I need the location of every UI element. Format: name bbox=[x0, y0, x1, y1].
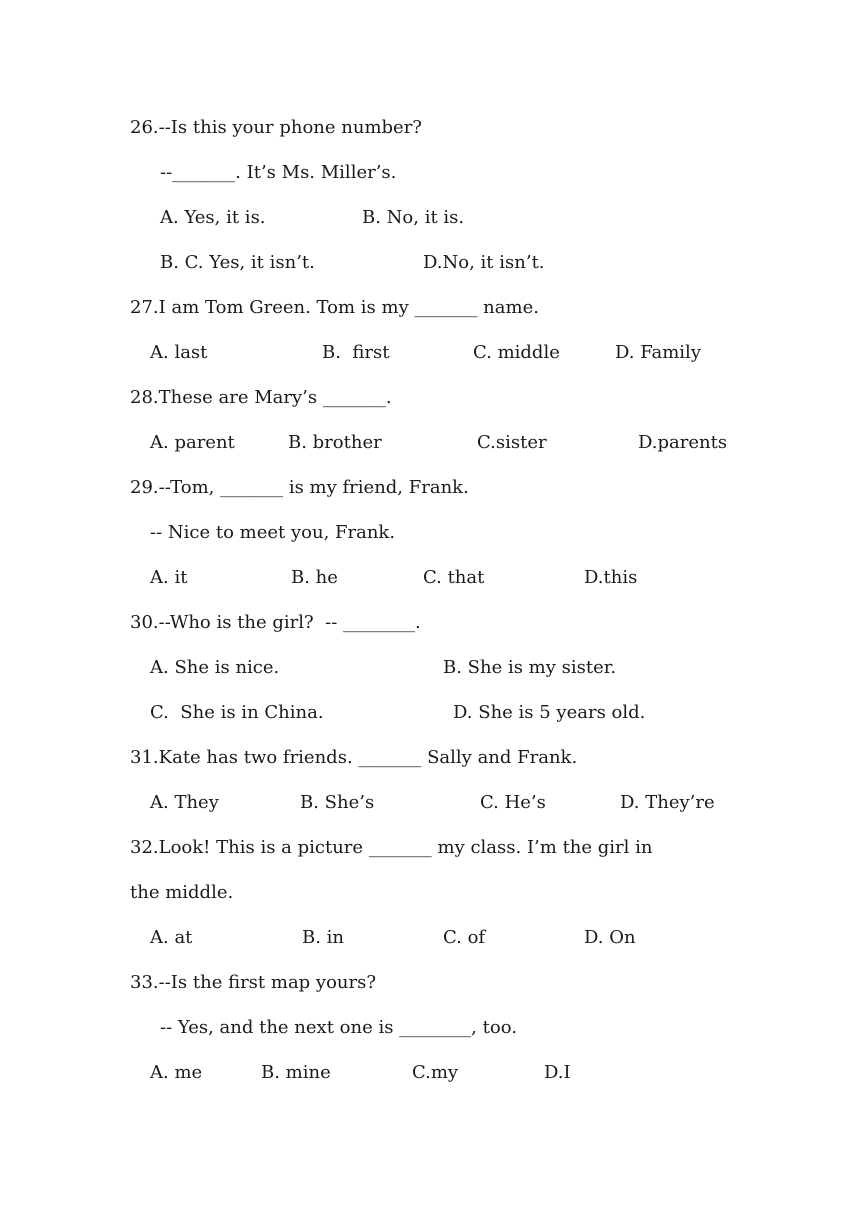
question-33-option-b[interactable]: B. mine bbox=[261, 1062, 331, 1083]
question-31-option-a[interactable]: A. They bbox=[150, 792, 219, 813]
question-32-stem-continued: the middle. bbox=[130, 882, 234, 903]
question-30-option-c[interactable]: C. She is in China. bbox=[150, 702, 324, 723]
question-text: I am Tom Green. Tom is my _______ name. bbox=[158, 297, 539, 318]
question-text: --Is this your phone number? bbox=[158, 117, 422, 138]
question-number: 27. bbox=[130, 297, 159, 318]
question-33-option-a[interactable]: A. me bbox=[150, 1062, 203, 1083]
question-29-option-b[interactable]: B. he bbox=[291, 567, 338, 588]
question-26-option-c[interactable]: B. C. Yes, it isn’t. bbox=[160, 252, 315, 273]
question-29-option-a[interactable]: A. it bbox=[150, 567, 188, 588]
question-27-option-c[interactable]: C. middle bbox=[473, 342, 560, 363]
question-32-option-a[interactable]: A. at bbox=[150, 927, 193, 948]
question-33-response: -- Yes, and the next one is ________, too. bbox=[160, 1017, 517, 1038]
question-27-option-b[interactable]: B. first bbox=[322, 342, 390, 363]
question-27-option-a[interactable]: A. last bbox=[150, 342, 208, 363]
question-27-option-d[interactable]: D. Family bbox=[615, 342, 701, 363]
question-number: 26. bbox=[130, 117, 159, 138]
question-28-option-c[interactable]: C.sister bbox=[477, 432, 547, 453]
question-29-response: -- Nice to meet you, Frank. bbox=[150, 522, 396, 543]
question-27-stem bbox=[130, 296, 539, 320]
question-32-option-b[interactable]: B. in bbox=[302, 927, 345, 948]
question-28-option-a[interactable]: A. parent bbox=[150, 432, 235, 453]
question-32-stem bbox=[130, 836, 652, 860]
question-30-stem bbox=[130, 611, 421, 635]
question-number: 31. bbox=[130, 747, 159, 768]
question-33-option-c[interactable]: C.my bbox=[412, 1062, 459, 1083]
question-28-option-b[interactable]: B. brother bbox=[288, 432, 382, 453]
question-28-stem bbox=[130, 386, 392, 410]
question-text: These are Mary’s _______. bbox=[158, 387, 392, 408]
question-text: --Tom, _______ is my friend, Frank. bbox=[158, 477, 469, 498]
question-30-option-b[interactable]: B. She is my sister. bbox=[443, 657, 617, 678]
question-text: --Is the first map yours? bbox=[158, 972, 377, 993]
question-31-option-d[interactable]: D. They’re bbox=[620, 792, 715, 813]
question-26-stem bbox=[130, 116, 422, 140]
question-30-option-a[interactable]: A. She is nice. bbox=[150, 657, 280, 678]
question-31-option-b[interactable]: B. She’s bbox=[300, 792, 375, 813]
question-33-option-d[interactable]: D.I bbox=[544, 1062, 571, 1083]
question-text: Look! This is a picture _______ my class. I’m the girl in bbox=[158, 837, 653, 858]
question-number: 32. bbox=[130, 837, 159, 858]
question-text: Kate has two friends. _______ Sally and Frank. bbox=[158, 747, 578, 768]
question-text: --Who is the girl? -- ________. bbox=[158, 612, 421, 633]
question-number: 33. bbox=[130, 972, 159, 993]
question-31-stem bbox=[130, 746, 577, 770]
question-29-option-c[interactable]: C. that bbox=[423, 567, 485, 588]
question-31-option-c[interactable]: C. He’s bbox=[480, 792, 546, 813]
question-32-option-d[interactable]: D. On bbox=[584, 927, 636, 948]
question-30-option-d[interactable]: D. She is 5 years old. bbox=[453, 702, 646, 723]
question-26-option-d[interactable]: D.No, it isn’t. bbox=[423, 252, 545, 273]
question-26-option-b[interactable]: B. No, it is. bbox=[362, 207, 465, 228]
question-26-response: --_______. It’s Ms. Miller’s. bbox=[160, 162, 397, 183]
question-26-option-a[interactable]: A. Yes, it is. bbox=[160, 207, 266, 228]
question-28-option-d[interactable]: D.parents bbox=[638, 432, 728, 453]
question-number: 29. bbox=[130, 477, 159, 498]
question-29-option-d[interactable]: D.this bbox=[584, 567, 638, 588]
question-33-stem bbox=[130, 971, 376, 995]
question-32-option-c[interactable]: C. of bbox=[443, 927, 486, 948]
question-number: 30. bbox=[130, 612, 159, 633]
question-number: 28. bbox=[130, 387, 159, 408]
question-29-stem bbox=[130, 476, 469, 500]
